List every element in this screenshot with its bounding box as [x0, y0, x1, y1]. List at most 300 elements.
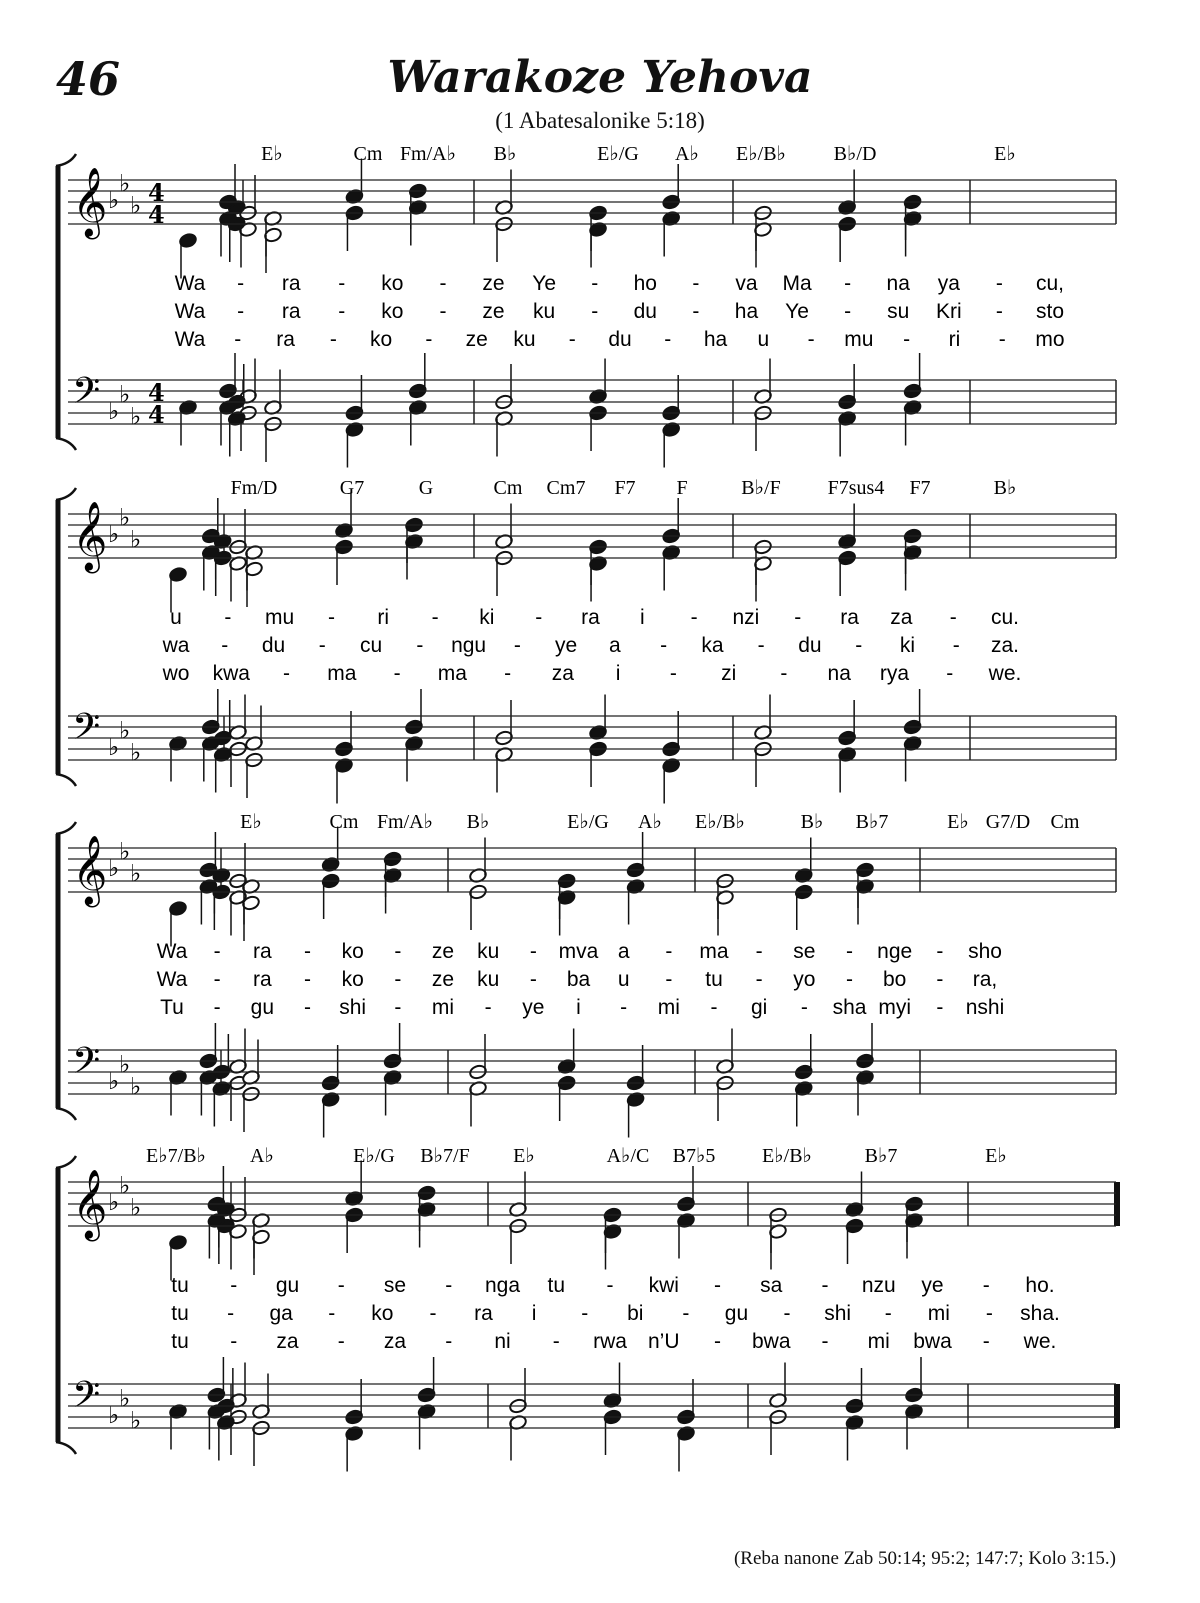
flat-icon: ♭: [119, 503, 131, 532]
lyric-syllable: nge: [877, 940, 913, 963]
chord-symbol: A♭/C: [606, 1145, 650, 1167]
hyphen: -: [429, 1302, 437, 1325]
hyphen: -: [591, 272, 599, 295]
chord-symbol: E♭/G: [567, 811, 609, 833]
lyric-syllable: ra: [581, 606, 600, 629]
chord-symbol: G: [418, 477, 434, 499]
lyric-syllable: na: [827, 662, 851, 685]
lyric-syllable: tu: [171, 1302, 189, 1325]
lyric-syllable: ma: [699, 940, 729, 963]
flat-icon: ♭: [130, 1406, 142, 1435]
lyric-syllable: ye: [921, 1274, 944, 1297]
chord-symbol: E♭: [947, 811, 969, 833]
hyphen: -: [283, 662, 291, 685]
chord-symbol: E♭/B♭: [762, 1145, 812, 1167]
lyric-syllable: ho: [633, 272, 657, 295]
hyphen: -: [213, 968, 221, 991]
chord-symbol: A♭: [250, 1145, 274, 1167]
time-signature-numerator: 4: [148, 378, 165, 407]
time-signature-denominator: 4: [148, 200, 165, 229]
lyric-syllable: mo: [1035, 328, 1065, 351]
hyphen: -: [995, 300, 1003, 323]
chord-symbol: A♭: [638, 811, 662, 833]
hyphen: -: [327, 606, 335, 629]
lyric-syllable: u: [757, 328, 770, 351]
chord-symbol: B♭7/F: [420, 1145, 470, 1167]
chord-symbol: Cm: [493, 477, 523, 499]
lyric-syllable: ko: [341, 968, 364, 991]
flat-icon: ♭: [108, 733, 120, 761]
treble-clef-icon: 𝄞: [72, 835, 108, 905]
flat-icon: ♭: [108, 186, 120, 214]
lyric-syllable: nzi: [732, 606, 760, 629]
hyphen: -: [227, 1302, 235, 1325]
lyric-syllable: a: [617, 940, 630, 963]
flat-icon: ♭: [130, 738, 142, 767]
hyphen: -: [338, 272, 346, 295]
lyric-syllable: ki: [899, 634, 916, 657]
lyric-syllable: cu: [359, 634, 383, 657]
hyphen: -: [692, 300, 700, 323]
hyphen: -: [394, 996, 402, 1019]
hyphen: -: [606, 1274, 614, 1297]
hyphen: -: [439, 300, 447, 323]
hyphen: -: [504, 662, 512, 685]
hyphen: -: [425, 328, 433, 351]
hyphen: -: [664, 328, 672, 351]
lyric-syllable: ko: [341, 940, 364, 963]
lyric-syllable: mu: [265, 606, 295, 629]
hyphen: -: [794, 606, 802, 629]
lyric-syllable: gu: [275, 1274, 300, 1297]
bass-clef-icon: 𝄢: [72, 706, 101, 757]
flat-icon: ♭: [130, 191, 142, 220]
lyric-syllable: Tu: [160, 996, 184, 1019]
hyphen: -: [884, 1302, 892, 1325]
chord-symbol: B♭7: [864, 1145, 898, 1167]
lyric-syllable: nga: [484, 1274, 521, 1297]
lyric-syllable: ni: [494, 1330, 511, 1353]
lyric-syllable: i: [639, 606, 645, 629]
flat-icon: ♭: [119, 1171, 131, 1200]
lyric-syllable: yo: [793, 968, 816, 991]
lyric-syllable: mi: [657, 996, 680, 1019]
chord-symbol: E♭/G: [353, 1145, 395, 1167]
treble-clef-icon: 𝄞: [72, 1169, 108, 1239]
hyphen: -: [821, 1274, 829, 1297]
hyphen: -: [535, 606, 543, 629]
hyphen: -: [337, 1330, 345, 1353]
chord-symbol: B♭: [993, 477, 1017, 499]
lyric-syllable: nzu: [861, 1274, 896, 1297]
chord-symbol: F7: [614, 477, 636, 499]
lyric-syllable: se: [793, 940, 816, 963]
flat-icon: ♭: [108, 1067, 120, 1095]
hyphen: -: [690, 606, 698, 629]
hyphen: -: [855, 634, 863, 657]
lyric-syllable: se: [383, 1274, 407, 1297]
lyric-syllable: kwa: [212, 662, 250, 685]
lyric-syllable: ho.: [1025, 1274, 1055, 1297]
lyric-syllable: mva: [558, 940, 599, 963]
lyric-syllable: myi: [878, 996, 912, 1019]
hyphen: -: [221, 634, 229, 657]
flat-icon: ♭: [130, 1072, 142, 1101]
hyphen: -: [304, 940, 311, 963]
lyric-syllable: Ma: [782, 272, 812, 295]
lyric-syllable: u: [170, 606, 182, 629]
chord-symbol: Cm: [1050, 811, 1080, 833]
lyric-syllable: ze: [431, 968, 455, 991]
lyric-syllable: ye: [555, 634, 578, 657]
hyphen: -: [581, 1302, 589, 1325]
lyric-syllable: du: [633, 300, 657, 323]
hyphen: -: [780, 662, 788, 685]
bass-clef-icon: 𝄢: [72, 1374, 101, 1425]
chord-symbol: E♭7/B♭: [146, 1145, 206, 1167]
hyphen: -: [484, 996, 492, 1019]
lyric-syllable: nshi: [965, 996, 1005, 1019]
hyphen: -: [230, 1330, 238, 1353]
lyric-syllable: ko: [381, 300, 404, 323]
lyric-syllable: ye: [522, 996, 545, 1019]
system-1: [56, 143, 1116, 468]
hyphen: -: [757, 634, 765, 657]
lyric-syllable: du: [798, 634, 822, 657]
chord-symbol: G7: [339, 477, 365, 499]
hyphen: -: [439, 272, 447, 295]
lyric-syllable: ha: [734, 300, 759, 323]
system-2: [56, 477, 1116, 804]
lyric-syllable: ku: [533, 300, 556, 323]
lyric-syllable: zi: [721, 662, 737, 685]
lyric-syllable: ki: [479, 606, 495, 629]
lyric-syllable: ra: [474, 1302, 493, 1325]
flat-icon: ♭: [119, 380, 131, 409]
hyphen: -: [237, 300, 245, 323]
lyric-syllable: tu: [705, 968, 723, 991]
hyphen: -: [445, 1330, 453, 1353]
time-signature-denominator: 4: [148, 400, 165, 429]
lyric-syllable: tu: [171, 1274, 189, 1297]
lyric-syllable: du: [261, 634, 286, 657]
hyphen: -: [665, 968, 673, 991]
hymn-title: Warakoze Yehova: [387, 52, 813, 103]
chord-symbol: E♭: [985, 1145, 1007, 1167]
hyphen: -: [949, 606, 957, 629]
chord-symbol: E♭: [513, 1145, 535, 1167]
hyphen: -: [952, 634, 960, 657]
lyric-syllable: bwa: [751, 1330, 791, 1353]
hyphen: -: [714, 1330, 721, 1353]
flat-icon: ♭: [108, 1401, 120, 1429]
chord-symbol: Cm: [329, 811, 359, 833]
hyphen: -: [230, 1274, 238, 1297]
hyphen: -: [552, 1330, 560, 1353]
lyric-syllable: bi: [627, 1302, 644, 1325]
lyric-syllable: Ye: [532, 272, 557, 295]
chord-symbol: F7: [909, 477, 931, 499]
hyphen: -: [620, 996, 628, 1019]
chord-symbol: B7♭5: [672, 1145, 716, 1167]
bass-clef-icon: 𝄢: [72, 1040, 101, 1091]
hyphen: -: [903, 328, 911, 351]
lyric-syllable: Wa: [174, 272, 206, 295]
hyphen: -: [393, 662, 401, 685]
lyric-syllable: ra: [840, 606, 859, 629]
hyphen: -: [982, 1330, 990, 1353]
hyphen: -: [682, 1302, 690, 1325]
chord-symbol: E♭: [261, 143, 283, 165]
lyric-syllable: Kri: [935, 300, 962, 323]
lyric-syllable: sto: [1035, 300, 1065, 323]
footnote-references: (Reba nanone Zab 50:14; 95:2; 147:7; Kolo 3:15.): [733, 1548, 1116, 1569]
hyphen: -: [338, 300, 346, 323]
lyric-syllable: ku: [513, 328, 536, 351]
lyric-syllable: we.: [988, 662, 1022, 685]
flat-icon: ♭: [119, 716, 131, 745]
lyric-syllable: ri: [377, 606, 390, 629]
lyric-syllable: sho: [968, 940, 1002, 963]
hyphen: -: [807, 328, 815, 351]
treble-clef-icon: 𝄞: [72, 501, 108, 571]
chord-symbol: B♭/F: [741, 477, 781, 499]
hyphen: -: [998, 328, 1006, 351]
flat-icon: ♭: [108, 854, 120, 882]
lyric-syllable: ra: [276, 328, 295, 351]
system-4: [56, 1145, 1120, 1472]
lyric-syllable: ga: [269, 1302, 293, 1325]
chord-symbol: B♭: [493, 143, 517, 165]
hyphen: -: [234, 328, 242, 351]
lyric-syllable: ze: [482, 300, 505, 323]
lyric-syllable: i: [531, 1302, 537, 1325]
hyphen: -: [213, 940, 221, 963]
lyric-syllable: shi: [339, 996, 367, 1019]
hyphen: -: [985, 1302, 993, 1325]
lyric-syllable: i: [615, 662, 621, 685]
lyric-syllable: u: [617, 968, 630, 991]
flat-icon: ♭: [119, 837, 131, 866]
lyric-syllable: na: [886, 272, 910, 295]
lyric-syllable: ra: [252, 968, 272, 991]
lyric-syllable: ze: [431, 940, 455, 963]
hyphen: -: [224, 606, 232, 629]
lyric-syllable: gi: [750, 996, 768, 1019]
lyric-syllable: sha: [832, 996, 867, 1019]
chord-symbol: E♭/G: [597, 143, 639, 165]
hyphen: -: [394, 968, 402, 991]
hyphen: -: [936, 996, 944, 1019]
lyric-syllable: mu: [844, 328, 874, 351]
lyric-syllable: mi: [927, 1302, 950, 1325]
lyric-syllable: za: [551, 662, 574, 685]
bass-clef-icon: 𝄢: [72, 370, 101, 421]
lyric-syllable: ku: [477, 968, 500, 991]
lyric-syllable: Wa: [174, 328, 206, 351]
lyric-syllable: gu: [724, 1302, 749, 1325]
hyphen: -: [844, 300, 852, 323]
chord-symbol: Cm7: [546, 477, 586, 499]
hyphen: -: [237, 272, 245, 295]
hyphen: -: [328, 1302, 336, 1325]
hyphen: -: [318, 634, 326, 657]
lyric-syllable: su: [887, 300, 910, 323]
lyric-syllable: cu.: [990, 606, 1020, 629]
lyric-syllable: bwa: [913, 1330, 952, 1353]
hyphen: -: [821, 1330, 829, 1353]
lyric-syllable: za: [383, 1330, 407, 1353]
flat-icon: ♭: [130, 1193, 142, 1222]
lyric-syllable: Wa: [156, 940, 188, 963]
lyric-syllable: mi: [431, 996, 455, 1019]
flat-icon: ♭: [108, 520, 120, 548]
lyric-syllable: Ye: [785, 300, 809, 323]
lyric-syllable: ri: [948, 328, 961, 351]
hyphen: -: [568, 328, 576, 351]
lyric-syllable: n’U: [647, 1330, 680, 1353]
hyphen: -: [660, 634, 668, 657]
chord-symbol: A♭: [675, 143, 699, 165]
chord-symbol: B♭/D: [833, 143, 877, 165]
treble-clef-icon: 𝄞: [72, 167, 108, 237]
lyric-syllable: ha: [703, 328, 728, 351]
lyric-syllable: ka: [701, 634, 724, 657]
hyphen: -: [692, 272, 700, 295]
chord-symbol: E♭: [994, 143, 1016, 165]
chord-symbol: B♭7: [855, 811, 889, 833]
lyric-syllable: ra,: [972, 968, 998, 991]
lyric-syllable: ko: [371, 1302, 394, 1325]
lyric-syllable: du: [608, 328, 632, 351]
lyric-syllable: wa: [162, 634, 190, 657]
hyphen: -: [591, 300, 599, 323]
flat-icon: ♭: [108, 397, 120, 425]
lyric-syllable: sa: [760, 1274, 783, 1297]
lyric-syllable: kwi: [648, 1274, 679, 1297]
lyric-syllable: cu,: [1035, 272, 1065, 295]
lyric-syllable: ba: [566, 968, 591, 991]
lyric-syllable: Wa: [156, 968, 188, 991]
lyric-syllable: ma: [437, 662, 467, 685]
lyric-syllable: ya: [937, 272, 960, 295]
lyric-syllable: va: [735, 272, 758, 295]
lyric-syllable: za.: [990, 634, 1020, 657]
lyric-syllable: ra: [252, 940, 272, 963]
system-3: [56, 811, 1116, 1138]
hyphen: -: [337, 1274, 345, 1297]
flat-icon: ♭: [108, 1188, 120, 1216]
hyphen: -: [513, 634, 521, 657]
lyric-syllable: tu: [171, 1330, 189, 1353]
lyric-syllable: a: [609, 634, 621, 657]
lyric-syllable: ko: [370, 328, 393, 351]
hyphen: -: [213, 996, 221, 1019]
chord-symbol: F7sus4: [827, 477, 885, 499]
hyphen: -: [529, 940, 537, 963]
chord-symbol: E♭/B♭: [695, 811, 745, 833]
flat-icon: ♭: [119, 169, 131, 198]
lyric-syllable: ra: [281, 300, 301, 323]
chord-symbol: Fm/A♭: [399, 143, 457, 165]
hyphen: -: [946, 662, 954, 685]
chord-symbol: G7/D: [985, 811, 1031, 833]
hyphen: -: [995, 272, 1003, 295]
hyphen: -: [329, 328, 337, 351]
hyphen: -: [304, 968, 311, 991]
hyphen: -: [844, 272, 852, 295]
flat-icon: ♭: [119, 1050, 131, 1079]
flat-icon: ♭: [130, 525, 142, 554]
chord-symbol: Fm/A♭: [376, 811, 434, 833]
lyric-syllable: za: [276, 1330, 299, 1353]
hyphen: -: [846, 968, 853, 991]
chord-symbol: E♭/B♭: [736, 143, 786, 165]
lyric-syllable: tu: [547, 1274, 566, 1297]
hyphen: -: [936, 968, 944, 991]
lyric-syllable: gu: [250, 996, 275, 1019]
lyric-syllable: we.: [1023, 1330, 1057, 1353]
lyric-syllable: ra: [281, 272, 301, 295]
lyric-syllable: ngu: [451, 634, 487, 657]
hyphen: -: [665, 940, 673, 963]
lyric-syllable: mi: [867, 1330, 890, 1353]
hyphen: -: [755, 968, 763, 991]
lyric-syllable: i: [576, 996, 581, 1019]
hyphen: -: [416, 634, 424, 657]
flat-icon: ♭: [119, 1384, 131, 1413]
lyric-syllable: bo: [882, 968, 907, 991]
chord-symbol: Fm/D: [230, 477, 278, 499]
hyphen: -: [755, 940, 763, 963]
hyphen: -: [710, 996, 718, 1019]
chord-symbol: E♭: [240, 811, 262, 833]
hyphen: -: [394, 940, 402, 963]
lyric-syllable: wo: [162, 662, 190, 685]
lyric-syllable: rya: [879, 662, 910, 685]
lyric-syllable: ze: [482, 272, 505, 295]
hyphen: -: [304, 996, 311, 1019]
lyric-syllable: sha.: [1020, 1302, 1060, 1325]
flat-icon: ♭: [130, 402, 142, 431]
hyphen: -: [783, 1302, 791, 1325]
lyric-syllable: za: [890, 606, 913, 629]
hyphen: -: [529, 968, 537, 991]
hyphen: -: [982, 1274, 990, 1297]
hyphen: -: [800, 996, 808, 1019]
lyric-syllable: ko: [381, 272, 404, 295]
flat-icon: ♭: [130, 859, 142, 888]
hyphen: -: [431, 606, 439, 629]
chord-symbol: B♭: [466, 811, 490, 833]
scripture-reference: (1 Abatesalonike 5:18): [495, 108, 705, 133]
lyric-syllable: Wa: [174, 300, 206, 323]
lyric-syllable: rwa: [593, 1330, 627, 1353]
lyric-syllable: ku: [477, 940, 500, 963]
lyric-syllable: ma: [327, 662, 357, 685]
chord-symbol: Cm: [353, 143, 383, 165]
hyphen: -: [714, 1274, 721, 1297]
hyphen: -: [445, 1274, 453, 1297]
time-signature-numerator: 4: [148, 178, 165, 207]
chord-symbol: B♭: [800, 811, 824, 833]
hyphen: -: [846, 940, 853, 963]
hyphen: -: [669, 662, 677, 685]
chord-symbol: F: [676, 477, 688, 499]
lyric-syllable: shi: [824, 1302, 852, 1325]
hymn-number: 46: [56, 52, 121, 106]
hyphen: -: [936, 940, 944, 963]
